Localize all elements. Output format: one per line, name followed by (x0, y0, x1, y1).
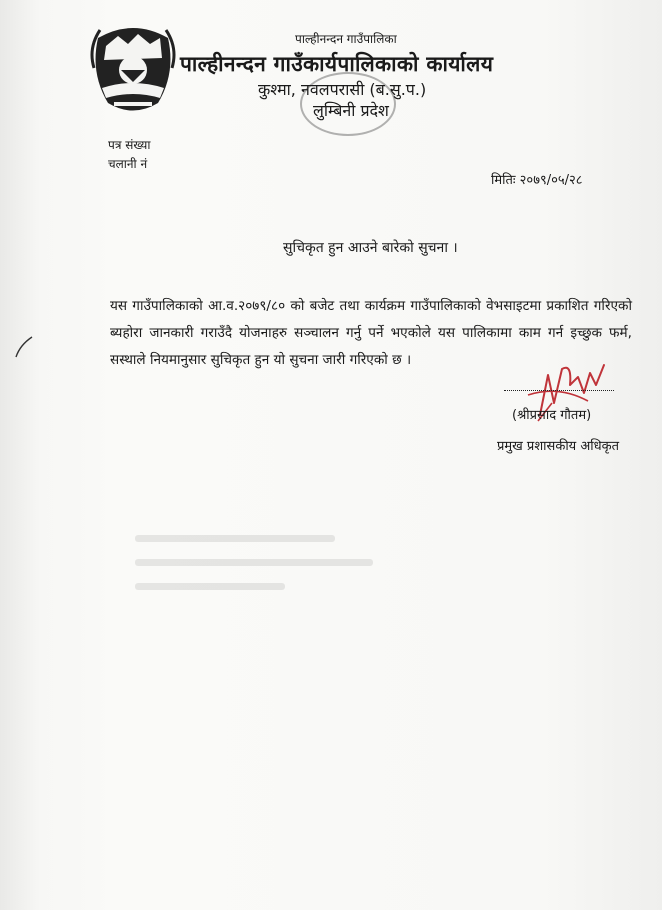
rural-municipality-name: पाल्हीनन्दन गाउँपालिका (295, 32, 397, 46)
office-address: कुश्मा, नवलपरासी (ब.सु.प.) (258, 80, 427, 99)
nepal-government-emblem-icon (88, 18, 178, 118)
letter-body: यस गाउँपालिकाको आ.व.२०७९/८० को बजेट तथा कार्यक्रम गाउँपालिकाको वेभसाइटमा प्रकाशित गरिएको ब्यहोरा जानकारी गराउँदै योजनाहरु सञ्चालन गर्नु पर्ने भएकोले यस पालिकामा काम गर्न इच्छुक फर्म, सस्थाले नियमानुसार सुचिकृत हुन यो सुचना जारी गरिएको छ । (110, 298, 632, 368)
signature-line (504, 390, 614, 391)
letter-date: मितिः २०७९/०५/२८ (491, 173, 583, 188)
office-seal-stamp (300, 72, 396, 136)
margin-pen-mark (14, 335, 34, 359)
letter-subject: सुचिकृत हुन आउने बारेको सुचना । (283, 240, 458, 256)
letter-number-label: पत्र संख्या (108, 138, 151, 152)
signatory-name: (श्रीप्रसाद गौतम) (512, 408, 592, 423)
dispatch-number-label: चलानी नं (108, 157, 148, 171)
office-title: पाल्हीनन्दन गाउँकार्यपालिकाको कार्यालय (180, 52, 494, 76)
office-province: लुम्बिनी प्रदेश (313, 101, 389, 120)
signatory-title: प्रमुख प्रशासकीय अधिकृत (497, 439, 620, 454)
bleed-through-text (135, 535, 385, 615)
